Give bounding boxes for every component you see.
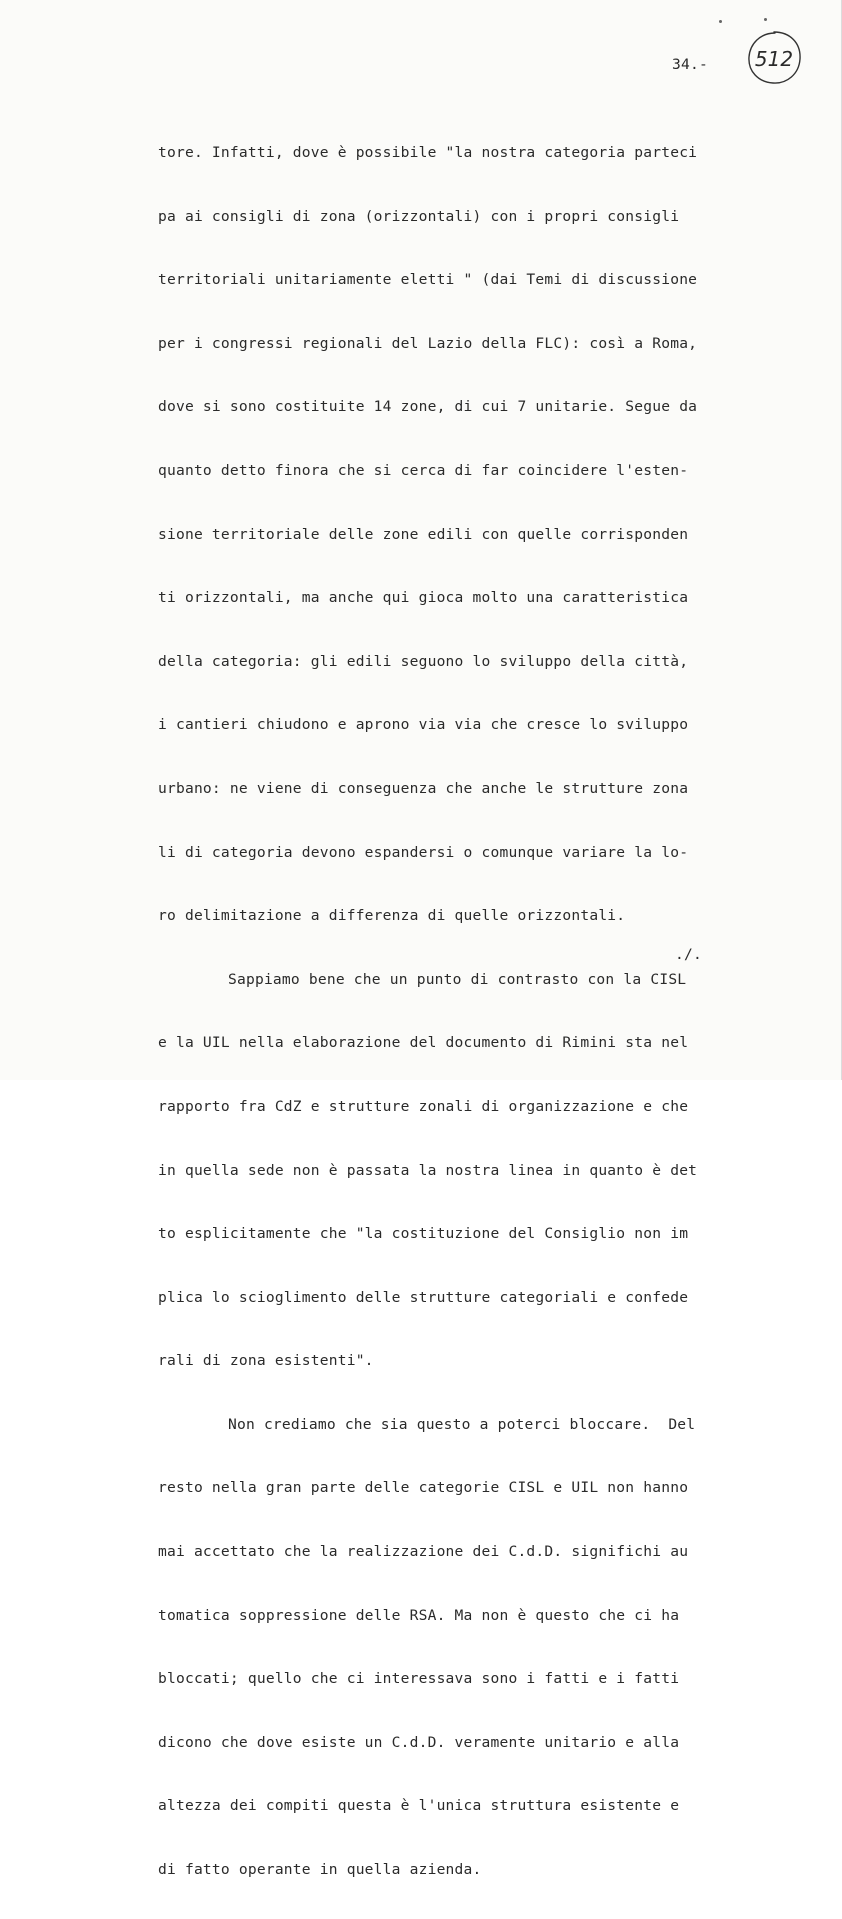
- handwritten-circle-icon: [744, 28, 804, 88]
- text-line: della categoria: gli edili seguono lo sviluppo della città,: [158, 652, 689, 670]
- continuation-mark: ./.: [675, 946, 702, 963]
- text-line: mai accettato che la realizzazione dei C.d.D. significhi au: [158, 1543, 689, 1561]
- text-line: to esplicitamente che "la costituzione del Consiglio non im: [158, 1225, 689, 1243]
- paragraph-start-line: Sappiamo bene che un punto di contrasto con la CISL: [228, 970, 687, 988]
- text-line: in quella sede non è passata la nostra linea in quanto è det: [158, 1161, 698, 1179]
- text-line: e la UIL nella elaborazione del documento di Rimini sta nel: [158, 1034, 689, 1052]
- text-line: tore. Infatti, dove è possibile "la nostra categoria parteci: [158, 144, 698, 161]
- text-line: territoriali unitariamente eletti " (dai Temi di discussione: [158, 271, 698, 289]
- text-line: tomatica soppressione delle RSA. Ma non è questo che ci ha: [158, 1606, 680, 1624]
- text-line: resto nella gran parte delle categorie CISL e UIL non hanno: [158, 1479, 689, 1497]
- text-line: ti orizzontali, ma anche qui gioca molto una caratteristica: [158, 589, 689, 607]
- body-text: [158, 104, 798, 1919]
- text-line: li di categoria devono espandersi o comunque variare la lo-: [158, 843, 689, 861]
- text-line: altezza dei compiti questa è l'unica struttura esistente e: [158, 1797, 680, 1815]
- text-line: dicono che dove esiste un C.d.D. veramente unitario e alla: [158, 1733, 680, 1751]
- scan-speck: [764, 18, 767, 21]
- text-line: di fatto operante in quella azienda.: [158, 1861, 482, 1879]
- text-line: i cantieri chiudono e aprono via via che cresce lo sviluppo: [158, 716, 689, 734]
- text-line: dove si sono costituite 14 zone, di cui 7 unitarie. Segue da: [158, 398, 698, 416]
- archive-stamp-number: 512: [754, 47, 794, 71]
- page-number: 34.-: [672, 56, 708, 73]
- text-line: ro delimitazione a differenza di quelle orizzontali.: [158, 907, 626, 925]
- text-line: per i congressi regionali del Lazio della FLC): così a Roma,: [158, 334, 698, 352]
- text-line: sione territoriale delle zone edili con quelle corrisponden: [158, 525, 689, 543]
- paragraph-start-line: Non crediamo che sia questo a poterci bloccare. Del: [228, 1415, 696, 1433]
- text-line: urbano: ne viene di conseguenza che anche le strutture zona: [158, 779, 689, 797]
- scan-speck: [719, 20, 722, 23]
- text-line: pa ai consigli di zona (orizzontali) con i propri consigli: [158, 207, 680, 225]
- text-line: rali di zona esistenti".: [158, 1352, 374, 1370]
- text-line: rapporto fra CdZ e strutture zonali di organizzazione e che: [158, 1097, 689, 1115]
- text-line: quanto detto finora che si cerca di far coincidere l'esten-: [158, 461, 689, 479]
- archive-stamp: [744, 28, 804, 88]
- text-line: plica lo scioglimento delle strutture categoriali e confede: [158, 1288, 689, 1306]
- text-line: bloccati; quello che ci interessava sono i fatti e i fatti: [158, 1670, 680, 1688]
